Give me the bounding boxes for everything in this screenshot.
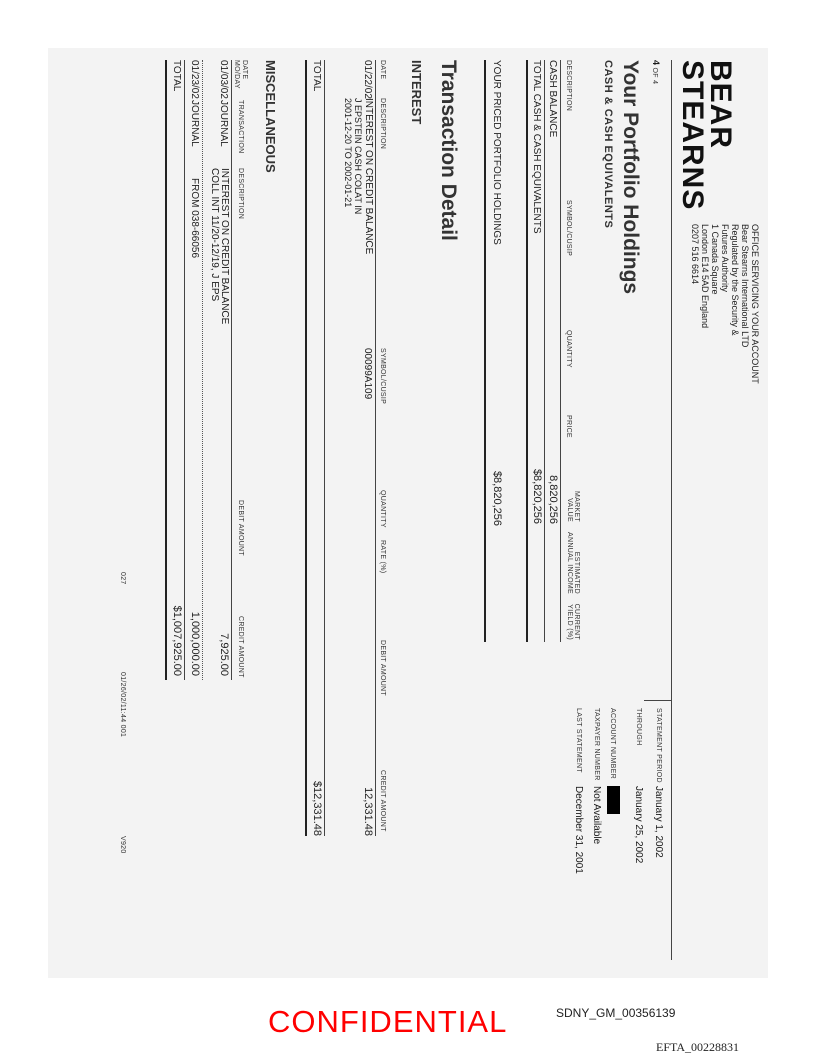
- bear-stearns-logo: BEAR STEARNS: [676, 60, 737, 211]
- footer-code-left: 027: [119, 572, 126, 585]
- misc-total-rule: [165, 60, 167, 680]
- total-cash-value: $8,820,256: [531, 468, 543, 524]
- holdings-header-rule: [560, 60, 561, 642]
- misc-total-value: $1,007,925.00: [171, 605, 183, 676]
- interest-col-debit: DEBIT AMOUNT: [379, 640, 386, 696]
- misc-row-separator: [202, 60, 203, 680]
- through-value: January 25, 2002: [633, 786, 644, 864]
- rotated-statement: [62, 60, 762, 960]
- misc-row1-credit: 7,925.00: [218, 633, 230, 676]
- holdings-title: Your Portfolio Holdings: [619, 60, 642, 295]
- period-value: January 1, 2002: [653, 786, 664, 858]
- misc-col-debit: DEBIT AMOUNT: [237, 500, 244, 556]
- misc-header-rule: [231, 60, 232, 680]
- last-statement-label: LAST STATEMENT: [575, 708, 582, 773]
- interest-col-date: DATE: [379, 60, 386, 80]
- header-divider: [644, 700, 672, 701]
- footer-code-middle: 01/26/02/11:44 001: [119, 672, 126, 738]
- interest-row-symbol: 00099A109: [362, 348, 373, 400]
- col-market-value: MARKET VALUE: [566, 491, 580, 522]
- interest-total-label: TOTAL: [311, 60, 322, 92]
- priced-holdings-value: $8,820,256: [491, 470, 503, 526]
- period-label: STATEMENT PERIOD: [655, 708, 662, 783]
- misc-col-description: DESCRIPTION: [237, 168, 244, 220]
- priced-holdings-rule: [484, 60, 486, 642]
- interest-row-description: INTEREST ON CREDIT BALANCE J EPSTEIN CASH COLAT IN 2001-12-20 TO 2002-01-21: [343, 98, 374, 255]
- misc-total-label: TOTAL: [171, 60, 182, 92]
- total-cash-rule: [526, 60, 528, 642]
- interest-col-credit: CREDIT AMOUNT: [379, 770, 386, 832]
- misc-row2-description: FROM 038-66056: [189, 178, 200, 259]
- interest-total-value: $12,331.48: [311, 780, 323, 836]
- interest-row-credit: 12,331.48: [362, 787, 374, 836]
- cash-balance-value: 8,820,256: [547, 475, 559, 524]
- col-symbol: SYMBOL/CUSIP: [565, 200, 572, 257]
- confidential-stamp: CONFIDENTIAL: [268, 1004, 508, 1039]
- interest-total-top-rule: [324, 60, 325, 836]
- last-statement-value: December 31, 2001: [573, 786, 584, 874]
- misc-row2-transaction: JOURNAL: [189, 100, 200, 147]
- misc-col-date: DATE MO/DAY: [233, 60, 248, 89]
- redacted-account-number: [607, 786, 620, 814]
- interest-col-symbol: SYMBOL/CUSIP: [379, 348, 386, 405]
- priced-holdings-label: YOUR PRICED PORTFOLIO HOLDINGS: [491, 60, 502, 245]
- transaction-detail-title: Transaction Detail: [437, 60, 460, 241]
- interest-total-rule: [305, 60, 307, 836]
- interest-col-description: DESCRIPTION: [379, 98, 386, 150]
- col-yield: CURRENT YIELD (%): [566, 603, 580, 640]
- office-address: OFFICE SERVICING YOUR ACCOUNT Bear Stearns International LTD Regulated by the Security & Futures Authority 1 Canada Square London E14 5AD England 0207 516 6614: [690, 224, 760, 384]
- cash-balance-rule: [544, 60, 545, 642]
- bates-number: SDNY_GM_00356139: [556, 1006, 676, 1020]
- cash-balance-label: CASH BALANCE: [547, 60, 558, 138]
- col-annual-income: ESTIMATED ANNUAL INCOME: [566, 532, 580, 594]
- interest-col-rate: RATE (%): [379, 540, 386, 574]
- account-label: ACCOUNT NUMBER: [609, 708, 616, 779]
- misc-row1-date: 01/03/02: [218, 60, 229, 99]
- efta-number: EFTA_00228831: [656, 1040, 740, 1054]
- taxpayer-label: TAXPAYER NUMBER: [593, 708, 600, 781]
- misc-col-credit: CREDIT AMOUNT: [237, 616, 244, 678]
- total-cash-label: TOTAL CASH & CASH EQUIVALENTS: [531, 60, 542, 234]
- misc-col-transaction: TRANSACTION: [237, 100, 244, 154]
- through-label: THROUGH: [635, 708, 642, 746]
- col-description: DESCRIPTION: [565, 60, 572, 112]
- taxpayer-value: Not Available: [591, 786, 602, 845]
- page-number: 4 OF 4: [651, 60, 661, 85]
- miscellaneous-heading: MISCELLANEOUS: [263, 60, 278, 173]
- cash-equivalents-heading: CASH & CASH EQUIVALENTS: [602, 60, 614, 229]
- col-price: PRICE: [565, 415, 572, 438]
- misc-row2-credit: 1,000,000.00: [189, 611, 201, 676]
- misc-row2-date: 01/23/02: [189, 60, 200, 99]
- interest-heading: INTEREST: [409, 60, 424, 125]
- header-rule: [671, 60, 672, 960]
- footer-code-right: V920: [119, 836, 126, 854]
- interest-row-date: 01/22/02: [362, 60, 373, 99]
- col-quantity: QUANTITY: [565, 330, 572, 368]
- misc-total-top-rule: [184, 60, 185, 680]
- misc-row1-transaction: JOURNAL: [218, 100, 229, 147]
- interest-col-quantity: QUANTITY: [379, 490, 386, 528]
- interest-header-rule: [375, 60, 376, 836]
- misc-row1-description: INTEREST ON CREDIT BALANCE COLL INT 11/20-12/19, J EPS: [209, 168, 230, 325]
